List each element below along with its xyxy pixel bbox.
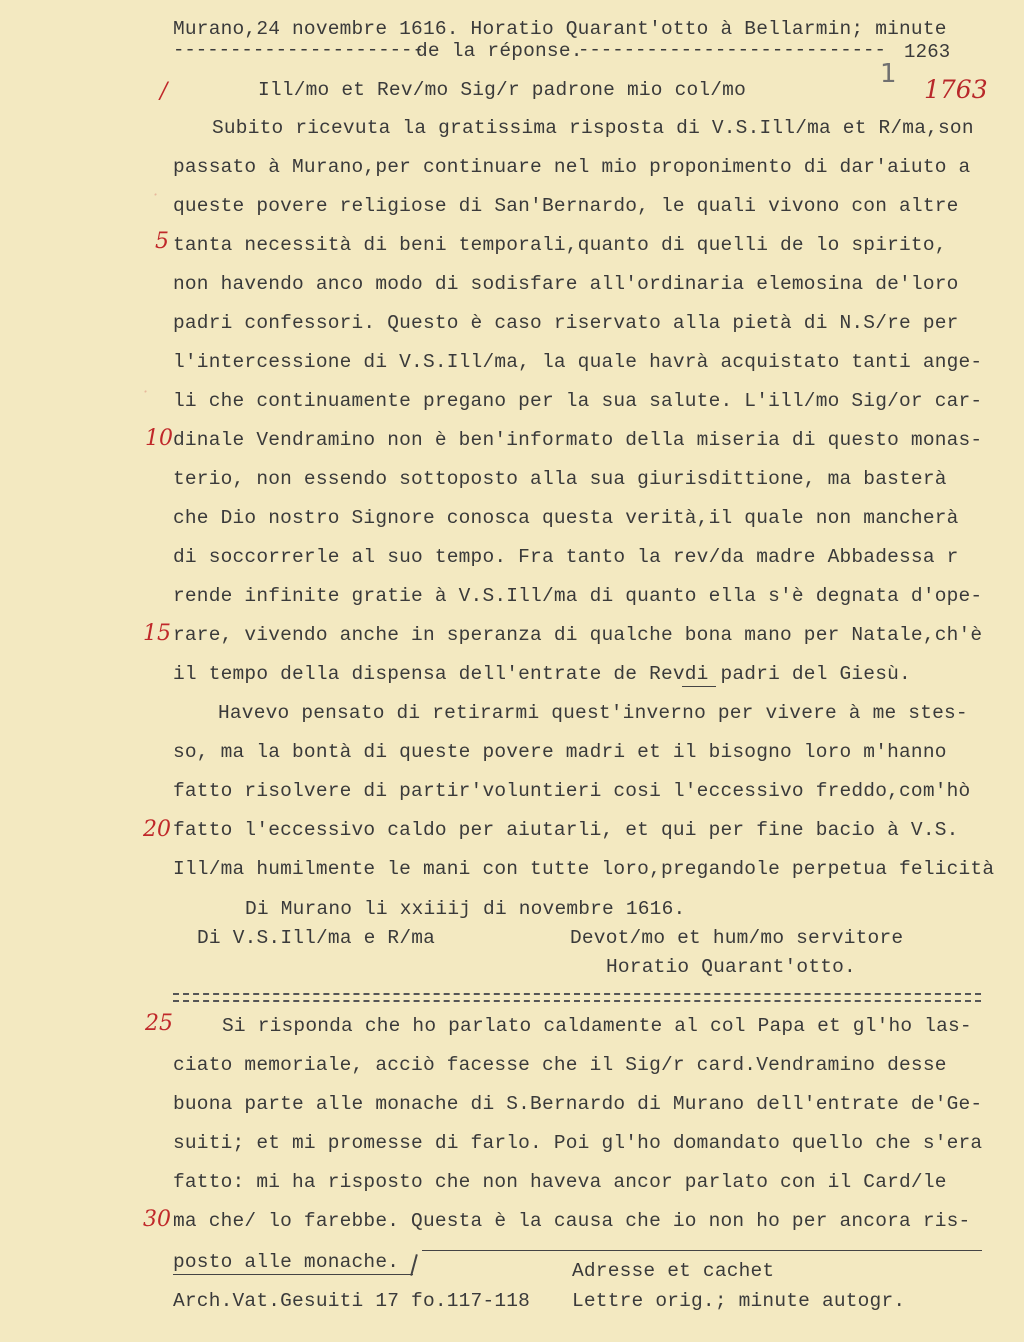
letter-line: dinale Vendramino non è ben'informato della miseria di questo monas- <box>173 429 983 451</box>
letter-line: fatto l'eccessivo caldo per aiutarli, et qui per fine bacio à V.S. <box>173 819 959 841</box>
header-subtitle: de la réponse. <box>416 40 583 62</box>
letter-line: tanta necessità di beni temporali,quanto di quelli de lo spirito, <box>173 234 947 256</box>
margin-number-25: 25 <box>145 1011 173 1036</box>
marginal-mark: 1 <box>880 59 897 89</box>
letter-line: padri confessori. Questo è caso riservato alla pietà di N.S/re per <box>173 312 959 334</box>
header-dashes-right: --------------------------- <box>578 39 886 61</box>
header-dashes-left: ---------------------- <box>173 39 424 61</box>
letter-line: terio, non essendo sottoposto alla sua giurisdittione, ma basterà <box>173 468 947 490</box>
header-title: Murano,24 novembre 1616. Horatio Quarant'otto à Bellarmin; minute <box>173 18 947 40</box>
letter-line: di soccorrerle al suo tempo. Fra tanto la rev/da madre Abbadessa r <box>173 546 959 568</box>
margin-number-1: / <box>160 79 168 104</box>
letter-line: so, ma la bontà di queste povere madri et il bisogno loro m'hanno <box>173 741 947 763</box>
letter-line: il tempo della dispensa dell'entrate de Revdi padri del Giesù. <box>173 663 911 685</box>
signature: Horatio Quarant'otto. <box>606 956 856 978</box>
letter-line: che Dio nostro Signore conosca questa verità,il quale non mancherà <box>173 507 959 529</box>
reply-line: ma che/ lo farebbe. Questa è la causa che io non ho per ancora ris- <box>173 1210 971 1232</box>
closing-left: Di V.S.Ill/ma e R/ma <box>197 927 436 949</box>
letter-line: Ill/ma humilmente le mani con tutte loro,pregandole perpetua felicità <box>173 858 995 880</box>
reply-line: ciato memoriale, acciò facesse che il Sig/r card.Vendramino desse <box>173 1054 947 1076</box>
letter-line: li che continuamente pregano per la sua salute. L'ill/mo Sig/or car- <box>173 390 983 412</box>
doc-number-handwritten: 1763 <box>924 75 988 104</box>
reply-line: buona parte alle monache di S.Bernardo di Murano dell'entrate de'Ge- <box>173 1093 983 1115</box>
letter-line: Subito ricevuta la gratissima risposta di V.S.Ill/ma et R/ma,son <box>212 117 974 139</box>
margin-dot-9: · <box>143 382 149 401</box>
archive-reference: Arch.Vat.Gesuiti 17 fo.117-118 <box>173 1290 531 1312</box>
letter-line: queste povere religiose di San'Bernardo, le quali vivono con altre <box>173 195 959 217</box>
margin-number-30: 30 <box>143 1207 171 1232</box>
reply-line: Si risponda che ho parlato caldamente al col Papa et gl'ho las- <box>222 1015 972 1037</box>
reply-line: fatto: mi ha risposto che non haveva ancor parlato con il Card/le <box>173 1171 947 1193</box>
margin-number-5: 5 <box>155 229 169 254</box>
reply-line: suiti; et mi promesse di farlo. Poi gl'ho domandato quello che s'era <box>173 1132 983 1154</box>
letter-line: l'intercessione di V.S.Ill/ma, la quale havrà acquistato tanti ange- <box>173 351 983 373</box>
margin-number-10: 10 <box>145 426 173 451</box>
date-line: Di Murano li xxiiij di novembre 1616. <box>245 898 686 920</box>
address-note: Adresse et cachet <box>572 1260 775 1282</box>
letter-line: non havendo anco modo di sodisfare all'ordinaria elemosina de'loro <box>173 273 959 295</box>
closing-right: Devot/mo et hum/mo servitore <box>570 927 904 949</box>
source-note: Lettre orig.; minute autogr. <box>572 1290 906 1312</box>
margin-number-15: 15 <box>143 621 171 646</box>
margin-dot-3: · <box>153 185 159 204</box>
letter-line: passato à Murano,per continuare nel mio proponimento di dar'aiuto a <box>173 156 971 178</box>
salutation: Ill/mo et Rev/mo Sig/r padrone mio col/mo <box>258 79 746 101</box>
letter-line: rende infinite gratie à V.S.Ill/ma di quanto ella s'è degnata d'ope- <box>173 585 983 607</box>
underline-last-line <box>173 1274 413 1275</box>
closing-rule <box>422 1250 982 1251</box>
reply-line: posto alle monache. <box>173 1251 400 1273</box>
letter-line: rare, vivendo anche in speranza di qualche bona mano per Natale,ch'è <box>173 624 983 646</box>
doc-number-typed: 1263 <box>904 41 951 63</box>
margin-number-20: 20 <box>143 817 171 842</box>
separator-rule <box>173 993 981 1002</box>
closing-bracket-mark <box>410 1254 418 1276</box>
underline-revdi <box>682 686 716 687</box>
letter-line: fatto risolvere di partir'voluntieri cosi l'eccessivo freddo,com'hò <box>173 780 971 802</box>
letter-line: Havevo pensato di retirarmi quest'inverno per vivere à me stes- <box>218 702 968 724</box>
